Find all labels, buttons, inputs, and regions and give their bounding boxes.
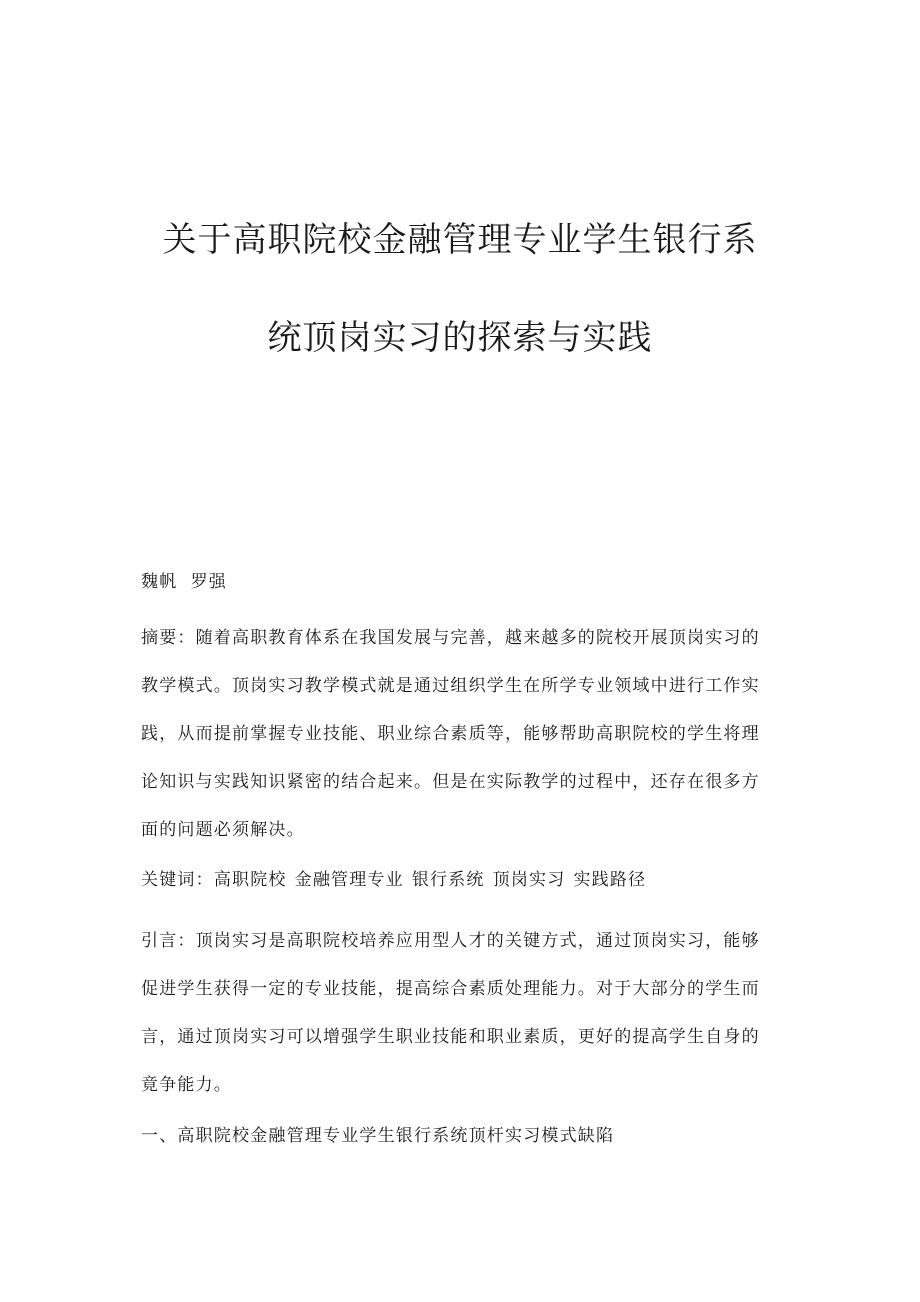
intro-line: 言，通过顶岗实习可以增强学生职业技能和职业素质，更好的提高学生自身的 xyxy=(141,1027,760,1047)
abstract-line: 教学模式。顶岗实习教学模式就是通过组织学生在所学专业领域中进行工作实 xyxy=(141,676,760,696)
keywords-label: 关键词： xyxy=(141,870,214,890)
keywords xyxy=(141,856,781,904)
abstract-line: 摘要：随着高职教育体系在我国发展与完善，越来越多的院校开展顶岗实习的 xyxy=(141,628,760,648)
paper-title-line-2: 统顶岗实习的探索与实践 xyxy=(267,318,653,358)
keyword: 银行系统 xyxy=(411,870,485,890)
paper-title-line-1: 关于高职院校金融管理专业学生银行系 xyxy=(162,220,758,260)
abstract-line: 论知识与实践知识紧密的结合起来。但是在实际教学的过程中，还存在很多方 xyxy=(141,772,760,792)
introduction xyxy=(141,917,781,1109)
keywords-line xyxy=(141,856,781,904)
keyword: 高职院校 xyxy=(213,870,287,890)
abstract xyxy=(141,614,781,854)
keyword: 顶岗实习 xyxy=(492,870,566,890)
keyword: 金融管理专业 xyxy=(294,870,404,890)
intro-line: 竟争能力。 xyxy=(141,1075,232,1095)
authors: 魏帆 罗强 xyxy=(141,572,228,592)
abstract-line: 践，从而提前掌握专业技能、职业综合素质等，能够帮助高职院校的学生将理 xyxy=(141,724,760,744)
intro-line: 促进学生获得一定的专业技能，提高综合素质处理能力。对于大部分的学生而 xyxy=(141,979,760,999)
keyword: 实践路径 xyxy=(573,870,647,890)
section-heading: 一、高职院校金融管理专业学生银行系统顶杆实习模式缺陷 xyxy=(141,1126,615,1146)
abstract-line: 面的问题必须解决。 xyxy=(141,820,305,840)
intro-line: 引言：顶岗实习是高职院校培养应用型人才的关键方式，通过顶岗实习，能够 xyxy=(141,931,760,951)
